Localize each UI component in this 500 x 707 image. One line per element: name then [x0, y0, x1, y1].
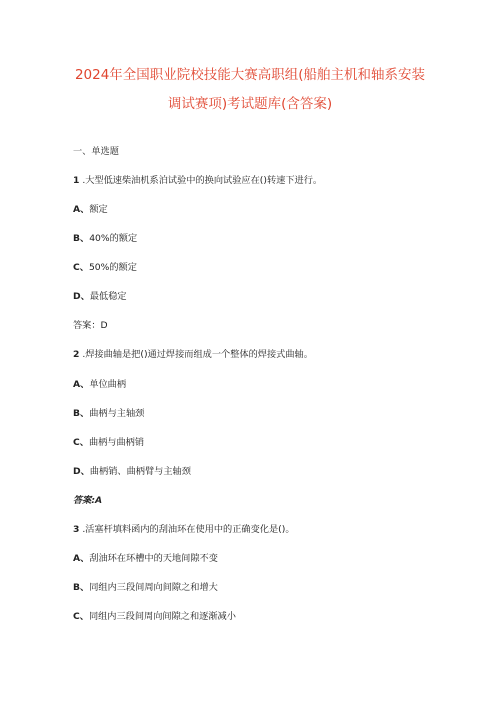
option-letter: A、: [73, 204, 90, 215]
question-number: 2: [73, 349, 80, 360]
question-2-option-a: [73, 379, 126, 391]
question-text: .活塞杆填料函内的刮油环在使用中的正确变化是()。: [82, 524, 295, 535]
option-text: 单位曲柄: [89, 379, 127, 390]
question-1-option-d: [73, 291, 127, 303]
question-1: [73, 175, 322, 187]
question-number: 3: [73, 524, 80, 535]
question-1-option-b: [73, 233, 137, 245]
option-text: 刮油环在环槽中的天地间隙不变: [89, 553, 218, 564]
document-title-line-2: 调试赛项)考试题库(含答案): [167, 96, 333, 112]
question-2-option-c: [73, 437, 144, 449]
option-text: 40%的额定: [89, 233, 138, 244]
question-2-answer: 答案:A: [73, 495, 103, 506]
option-text: 同组内三段间周向间隙之和增大: [89, 582, 218, 593]
question-2-option-b: [73, 408, 144, 420]
option-letter: A、: [73, 379, 90, 390]
option-letter: D、: [73, 291, 90, 302]
option-letter: C、: [73, 262, 89, 273]
question-text: .大型低速柴油机系泊试验中的换向试验应在()转速下进行。: [82, 175, 323, 186]
option-text: 曲柄与曲柄销: [88, 437, 145, 448]
option-letter: D、: [73, 466, 90, 477]
option-letter: B、: [73, 233, 90, 244]
question-1-answer: 答案：D: [73, 320, 108, 331]
option-letter: B、: [73, 582, 90, 593]
question-text: .焊接曲轴是把()通过焊接而组成一个整体的焊接式曲轴。: [82, 349, 313, 360]
option-letter: B、: [73, 408, 90, 419]
question-2: [73, 349, 313, 361]
option-text: 50%的额定: [88, 262, 137, 273]
question-3-option-a: [73, 553, 218, 565]
option-letter: A、: [73, 553, 90, 564]
option-text: 最低稳定: [89, 291, 127, 302]
question-2-option-d: [73, 466, 191, 478]
option-letter: C、: [73, 437, 89, 448]
option-text: 同组内三段间周向间隙之和逐渐减小: [88, 611, 236, 622]
question-1-option-a: [73, 204, 108, 216]
question-1-option-c: [73, 262, 137, 274]
question-3-option-b: [73, 582, 218, 594]
question-3: [73, 524, 295, 536]
option-text: 额定: [89, 204, 108, 215]
question-3-option-c: [73, 611, 236, 623]
section-heading: 一、单选题: [73, 146, 119, 157]
option-letter: C、: [73, 611, 89, 622]
option-text: 曲柄销、曲柄臂与主轴颈: [89, 466, 191, 477]
document-title-line-1: 2024年全国职业院校技能大赛高职组(船舶主机和轴系安装: [74, 67, 426, 83]
question-number: 1: [73, 175, 80, 186]
option-text: 曲柄与主轴颈: [89, 408, 145, 419]
